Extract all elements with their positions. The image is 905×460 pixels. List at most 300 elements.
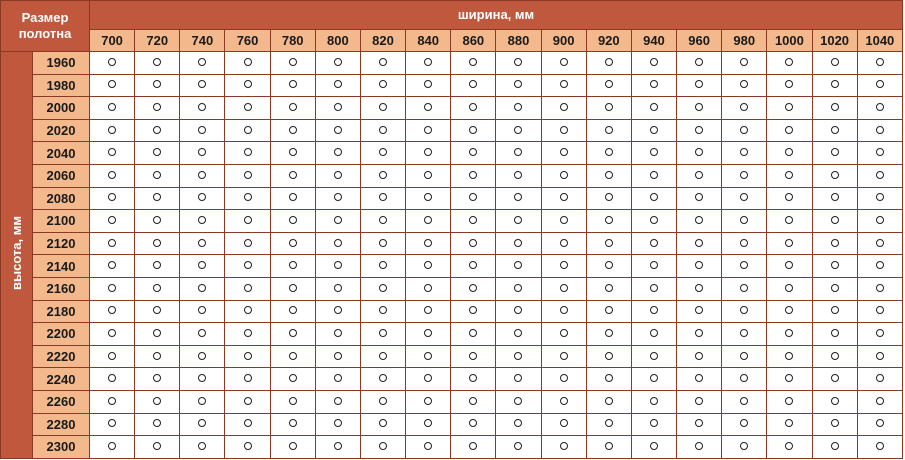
circle-outline-icon [379, 58, 387, 66]
circle-outline-icon [785, 419, 793, 427]
size-cell [586, 277, 631, 300]
circle-outline-icon [831, 284, 839, 292]
circle-outline-icon [334, 193, 342, 201]
size-cell [631, 119, 676, 142]
size-cell [406, 164, 451, 187]
circle-outline-icon [289, 126, 297, 134]
height-row-header: 1960 [33, 52, 90, 75]
size-cell [631, 323, 676, 346]
size-cell [180, 232, 225, 255]
size-cell [360, 97, 405, 120]
circle-outline-icon [198, 284, 206, 292]
size-cell [225, 232, 270, 255]
circle-outline-icon [198, 216, 206, 224]
size-cell [541, 164, 586, 187]
size-cell [451, 300, 496, 323]
circle-outline-icon [198, 239, 206, 247]
height-row-header: 2260 [33, 390, 90, 413]
size-cell [225, 52, 270, 75]
circle-outline-icon [876, 103, 884, 111]
size-cell [90, 368, 135, 391]
size-cell [857, 164, 902, 187]
size-cell [767, 142, 812, 165]
circle-outline-icon [605, 193, 613, 201]
size-cell [677, 142, 722, 165]
circle-outline-icon [334, 58, 342, 66]
circle-outline-icon [740, 306, 748, 314]
circle-outline-icon [514, 352, 522, 360]
size-cell [812, 164, 857, 187]
size-cell [225, 97, 270, 120]
size-cell [677, 119, 722, 142]
circle-outline-icon [876, 80, 884, 88]
size-cell [451, 255, 496, 278]
size-cell [451, 164, 496, 187]
circle-outline-icon [379, 352, 387, 360]
size-cell [451, 142, 496, 165]
size-cell [812, 187, 857, 210]
size-cell [90, 436, 135, 459]
size-cell [360, 142, 405, 165]
size-cell [406, 368, 451, 391]
size-cell [677, 345, 722, 368]
size-cell [180, 345, 225, 368]
size-cell [586, 390, 631, 413]
height-row-header: 2020 [33, 119, 90, 142]
size-cell [496, 277, 541, 300]
size-cell [270, 345, 315, 368]
circle-outline-icon [469, 442, 477, 450]
size-cell [270, 52, 315, 75]
size-cell [631, 345, 676, 368]
corner-label-line1: Размер [21, 10, 69, 25]
circle-outline-icon [424, 374, 432, 382]
size-cell [722, 164, 767, 187]
circle-outline-icon [108, 374, 116, 382]
circle-outline-icon [153, 284, 161, 292]
size-cell [225, 187, 270, 210]
size-cell [90, 255, 135, 278]
size-cell [315, 345, 360, 368]
circle-outline-icon [876, 261, 884, 269]
size-cell [812, 390, 857, 413]
circle-outline-icon [605, 284, 613, 292]
circle-outline-icon [289, 148, 297, 156]
size-cell [135, 119, 180, 142]
circle-outline-icon [605, 148, 613, 156]
circle-outline-icon [198, 126, 206, 134]
size-cell [406, 97, 451, 120]
size-cell [225, 164, 270, 187]
circle-outline-icon [153, 352, 161, 360]
circle-outline-icon [424, 193, 432, 201]
size-cell [135, 187, 180, 210]
circle-outline-icon [469, 419, 477, 427]
circle-outline-icon [514, 419, 522, 427]
size-cell [270, 390, 315, 413]
width-column-header: 940 [631, 30, 676, 52]
circle-outline-icon [785, 261, 793, 269]
size-cell [812, 345, 857, 368]
circle-outline-icon [695, 216, 703, 224]
circle-outline-icon [469, 80, 477, 88]
circle-outline-icon [740, 442, 748, 450]
circle-outline-icon [695, 193, 703, 201]
size-cell [812, 119, 857, 142]
circle-outline-icon [514, 261, 522, 269]
height-row-header: 2000 [33, 97, 90, 120]
size-cell [270, 119, 315, 142]
circle-outline-icon [334, 329, 342, 337]
circle-outline-icon [560, 103, 568, 111]
size-cell [767, 413, 812, 436]
circle-outline-icon [876, 419, 884, 427]
table-row [1, 119, 903, 142]
size-cell [360, 74, 405, 97]
height-row-header: 2080 [33, 187, 90, 210]
size-cell [631, 413, 676, 436]
size-cell [90, 52, 135, 75]
circle-outline-icon [740, 419, 748, 427]
circle-outline-icon [560, 58, 568, 66]
circle-outline-icon [831, 193, 839, 201]
size-cell [541, 323, 586, 346]
circle-outline-icon [740, 216, 748, 224]
circle-outline-icon [244, 261, 252, 269]
size-cell [857, 436, 902, 459]
size-cell [406, 210, 451, 233]
table-row [1, 97, 903, 120]
table-row [1, 187, 903, 210]
size-cell [270, 277, 315, 300]
circle-outline-icon [469, 216, 477, 224]
circle-outline-icon [424, 329, 432, 337]
size-cell [722, 300, 767, 323]
size-cell [722, 255, 767, 278]
circle-outline-icon [695, 329, 703, 337]
size-cell [722, 323, 767, 346]
circle-outline-icon [244, 306, 252, 314]
size-cell [767, 436, 812, 459]
circle-outline-icon [785, 58, 793, 66]
width-column-header: 880 [496, 30, 541, 52]
size-cell [496, 413, 541, 436]
size-cell [315, 232, 360, 255]
size-cell [90, 119, 135, 142]
circle-outline-icon [153, 374, 161, 382]
height-row-header: 2120 [33, 232, 90, 255]
size-cell [586, 232, 631, 255]
size-cell [270, 413, 315, 436]
circle-outline-icon [469, 148, 477, 156]
size-cell [451, 119, 496, 142]
circle-outline-icon [650, 419, 658, 427]
circle-outline-icon [740, 352, 748, 360]
circle-outline-icon [514, 80, 522, 88]
circle-outline-icon [244, 80, 252, 88]
size-cell [586, 119, 631, 142]
size-cell [406, 345, 451, 368]
circle-outline-icon [198, 148, 206, 156]
size-cell [135, 210, 180, 233]
circle-outline-icon [289, 239, 297, 247]
size-cell [315, 436, 360, 459]
circle-outline-icon [289, 306, 297, 314]
circle-outline-icon [424, 442, 432, 450]
size-cell [631, 74, 676, 97]
size-cell [90, 390, 135, 413]
circle-outline-icon [108, 148, 116, 156]
circle-outline-icon [108, 284, 116, 292]
circle-outline-icon [605, 171, 613, 179]
size-cell [541, 413, 586, 436]
size-cell [767, 210, 812, 233]
height-row-header: 2300 [33, 436, 90, 459]
height-row-header: 2160 [33, 277, 90, 300]
circle-outline-icon [831, 261, 839, 269]
table-row [1, 300, 903, 323]
size-cell [135, 277, 180, 300]
size-cell [225, 277, 270, 300]
size-cell [406, 74, 451, 97]
size-cell [270, 210, 315, 233]
circle-outline-icon [785, 329, 793, 337]
circle-outline-icon [108, 239, 116, 247]
size-cell [496, 390, 541, 413]
size-cell [406, 119, 451, 142]
size-cell [360, 255, 405, 278]
circle-outline-icon [695, 171, 703, 179]
size-cell [360, 413, 405, 436]
circle-outline-icon [424, 148, 432, 156]
circle-outline-icon [695, 442, 703, 450]
size-cell [631, 255, 676, 278]
circle-outline-icon [650, 352, 658, 360]
size-cell [270, 232, 315, 255]
size-cell [360, 210, 405, 233]
size-cell [90, 345, 135, 368]
size-cell [586, 97, 631, 120]
circle-outline-icon [334, 442, 342, 450]
size-cell [451, 232, 496, 255]
size-cell [541, 232, 586, 255]
size-cell [360, 436, 405, 459]
size-cell [722, 413, 767, 436]
circle-outline-icon [831, 171, 839, 179]
size-cell [677, 413, 722, 436]
size-cell [586, 436, 631, 459]
size-cell [451, 277, 496, 300]
circle-outline-icon [876, 216, 884, 224]
height-row-header: 2040 [33, 142, 90, 165]
height-axis-label: высота, мм [8, 215, 24, 290]
circle-outline-icon [695, 103, 703, 111]
circle-outline-icon [289, 261, 297, 269]
size-cell [225, 74, 270, 97]
circle-outline-icon [740, 58, 748, 66]
size-cell [315, 74, 360, 97]
circle-outline-icon [695, 148, 703, 156]
circle-outline-icon [379, 239, 387, 247]
width-column-header: 1040 [857, 30, 902, 52]
size-cell [451, 210, 496, 233]
circle-outline-icon [424, 126, 432, 134]
size-cell [360, 187, 405, 210]
size-cell [406, 323, 451, 346]
size-cell [722, 368, 767, 391]
circle-outline-icon [334, 284, 342, 292]
circle-outline-icon [198, 103, 206, 111]
size-cell [857, 142, 902, 165]
size-cell [677, 210, 722, 233]
circle-outline-icon [514, 239, 522, 247]
circle-outline-icon [334, 171, 342, 179]
size-cell [541, 277, 586, 300]
circle-outline-icon [469, 103, 477, 111]
size-cell [722, 436, 767, 459]
size-cell [541, 300, 586, 323]
size-cell [451, 52, 496, 75]
circle-outline-icon [876, 239, 884, 247]
circle-outline-icon [605, 261, 613, 269]
circle-outline-icon [876, 374, 884, 382]
size-cell [677, 323, 722, 346]
size-cell [451, 345, 496, 368]
size-cell [90, 413, 135, 436]
size-cell [631, 277, 676, 300]
circle-outline-icon [108, 171, 116, 179]
circle-outline-icon [289, 193, 297, 201]
circle-outline-icon [198, 193, 206, 201]
size-cell [180, 187, 225, 210]
circle-outline-icon [108, 103, 116, 111]
circle-outline-icon [876, 148, 884, 156]
circle-outline-icon [334, 126, 342, 134]
circle-outline-icon [740, 171, 748, 179]
circle-outline-icon [605, 306, 613, 314]
circle-outline-icon [244, 216, 252, 224]
circle-outline-icon [198, 261, 206, 269]
circle-outline-icon [198, 419, 206, 427]
size-cell [857, 52, 902, 75]
width-column-header: 820 [360, 30, 405, 52]
size-cell [360, 52, 405, 75]
size-cell [586, 164, 631, 187]
circle-outline-icon [198, 397, 206, 405]
size-cell [225, 300, 270, 323]
size-cell [631, 368, 676, 391]
width-column-header: 800 [315, 30, 360, 52]
size-cell [631, 142, 676, 165]
size-cell [315, 142, 360, 165]
size-cell [451, 413, 496, 436]
circle-outline-icon [289, 80, 297, 88]
size-cell [360, 277, 405, 300]
circle-outline-icon [560, 216, 568, 224]
circle-outline-icon [514, 103, 522, 111]
circle-outline-icon [379, 148, 387, 156]
size-cell [451, 436, 496, 459]
width-column-header: 860 [451, 30, 496, 52]
circle-outline-icon [560, 261, 568, 269]
size-cell [451, 187, 496, 210]
size-cell [857, 413, 902, 436]
size-cell [677, 97, 722, 120]
circle-outline-icon [605, 58, 613, 66]
size-cell [496, 368, 541, 391]
header-row-top [1, 1, 903, 30]
size-cell [677, 187, 722, 210]
width-column-header: 1000 [767, 30, 812, 52]
size-cell [496, 323, 541, 346]
size-cell [406, 413, 451, 436]
circle-outline-icon [514, 171, 522, 179]
size-cell [496, 255, 541, 278]
circle-outline-icon [108, 329, 116, 337]
height-row-header: 2180 [33, 300, 90, 323]
circle-outline-icon [379, 329, 387, 337]
circle-outline-icon [379, 193, 387, 201]
table-row [1, 368, 903, 391]
size-cell [541, 74, 586, 97]
size-cell [135, 345, 180, 368]
circle-outline-icon [650, 216, 658, 224]
circle-outline-icon [740, 397, 748, 405]
size-cell [135, 413, 180, 436]
circle-outline-icon [334, 216, 342, 224]
size-cell [812, 323, 857, 346]
size-cell [451, 97, 496, 120]
size-cell [360, 368, 405, 391]
circle-outline-icon [289, 374, 297, 382]
size-cell [406, 142, 451, 165]
size-cell [406, 187, 451, 210]
size-cell [767, 232, 812, 255]
size-cell [90, 277, 135, 300]
size-cell [225, 119, 270, 142]
size-cell [360, 323, 405, 346]
circle-outline-icon [289, 171, 297, 179]
size-cell [135, 390, 180, 413]
circle-outline-icon [695, 352, 703, 360]
table-row [1, 413, 903, 436]
size-cell [857, 255, 902, 278]
size-cell [767, 164, 812, 187]
size-cell [812, 142, 857, 165]
size-cell [315, 413, 360, 436]
size-cell [135, 97, 180, 120]
size-cell [180, 300, 225, 323]
circle-outline-icon [153, 306, 161, 314]
size-cell [90, 97, 135, 120]
size-cell [90, 74, 135, 97]
circle-outline-icon [334, 306, 342, 314]
circle-outline-icon [785, 397, 793, 405]
size-cell [270, 142, 315, 165]
height-row-header: 2060 [33, 164, 90, 187]
circle-outline-icon [108, 193, 116, 201]
circle-outline-icon [605, 329, 613, 337]
circle-outline-icon [514, 397, 522, 405]
circle-outline-icon [785, 374, 793, 382]
circle-outline-icon [108, 352, 116, 360]
corner-header [1, 1, 90, 52]
size-cell [406, 52, 451, 75]
circle-outline-icon [514, 442, 522, 450]
circle-outline-icon [469, 239, 477, 247]
size-cell [270, 187, 315, 210]
size-cell [812, 74, 857, 97]
